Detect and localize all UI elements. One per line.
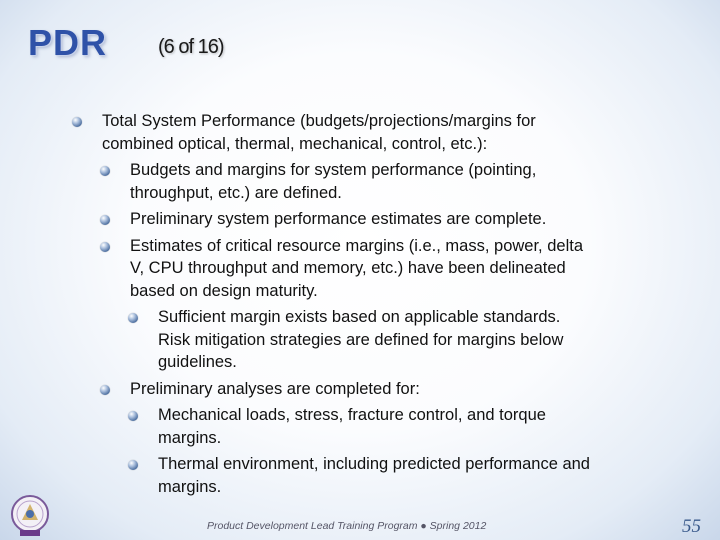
slide-title: PDR — [28, 22, 108, 63]
bullet-item-level-3 — [158, 404, 546, 449]
bullet-icon — [100, 166, 110, 176]
bullet-text-line: V, CPU throughput and memory, etc.) have been delineated — [130, 259, 566, 277]
bullet-item-level-2 — [130, 235, 583, 303]
slide-subtitle: (6 of 16) — [158, 36, 224, 58]
bullet-icon — [72, 117, 82, 127]
bullet-icon — [128, 460, 138, 470]
bullet-item-level-3 — [158, 453, 590, 498]
bullet-text-line: throughput, etc.) are defined. — [130, 183, 342, 202]
bullet-text-line: based on design maturity. — [130, 281, 318, 300]
bullet-text-line: Thermal environment, including predicted performance and — [158, 455, 590, 473]
bullet-item-level-2 — [130, 378, 420, 401]
bullet-text-line: Estimates of critical resource margins (i.e., mass, power, delta — [130, 236, 583, 255]
bullet-item-level-3 — [158, 306, 563, 374]
bullet-icon — [100, 385, 110, 395]
page-number: 55 — [682, 516, 701, 537]
bullet-text-line: Preliminary system performance estimates are complete. — [130, 210, 547, 228]
bullet-text-line: Preliminary analyses are completed for: — [130, 379, 420, 398]
bullet-icon — [128, 411, 138, 421]
bullet-text-line: guidelines. — [158, 353, 237, 371]
bullet-item-level-2 — [130, 159, 536, 204]
bullet-icon — [128, 313, 138, 323]
bullet-icon — [100, 215, 110, 225]
bullet-text-line: margins. — [158, 428, 222, 447]
bullet-text-line: Risk mitigation strategies are defined for margins below — [158, 330, 564, 349]
bullet-text-line: margins. — [158, 477, 222, 496]
bullet-text-line: Total System Performance (budgets/projections/margins for — [102, 112, 536, 130]
bullet-text-line: Sufficient margin exists based on applicable standards. — [158, 308, 561, 326]
bullet-text-line: combined optical, thermal, mechanical, control, etc.): — [102, 134, 488, 153]
bullet-icon — [100, 242, 110, 252]
pdl-seal-icon — [8, 494, 52, 538]
footer-text: Product Development Lead Training Program ● Spring 2012 — [207, 520, 487, 532]
bullet-text-line: Mechanical loads, stress, fracture control, and torque — [158, 406, 546, 424]
bullet-text-line: Budgets and margins for system performance (pointing, — [130, 161, 537, 179]
bullet-item-level-1 — [102, 110, 536, 155]
bullet-item-level-2 — [130, 208, 546, 231]
